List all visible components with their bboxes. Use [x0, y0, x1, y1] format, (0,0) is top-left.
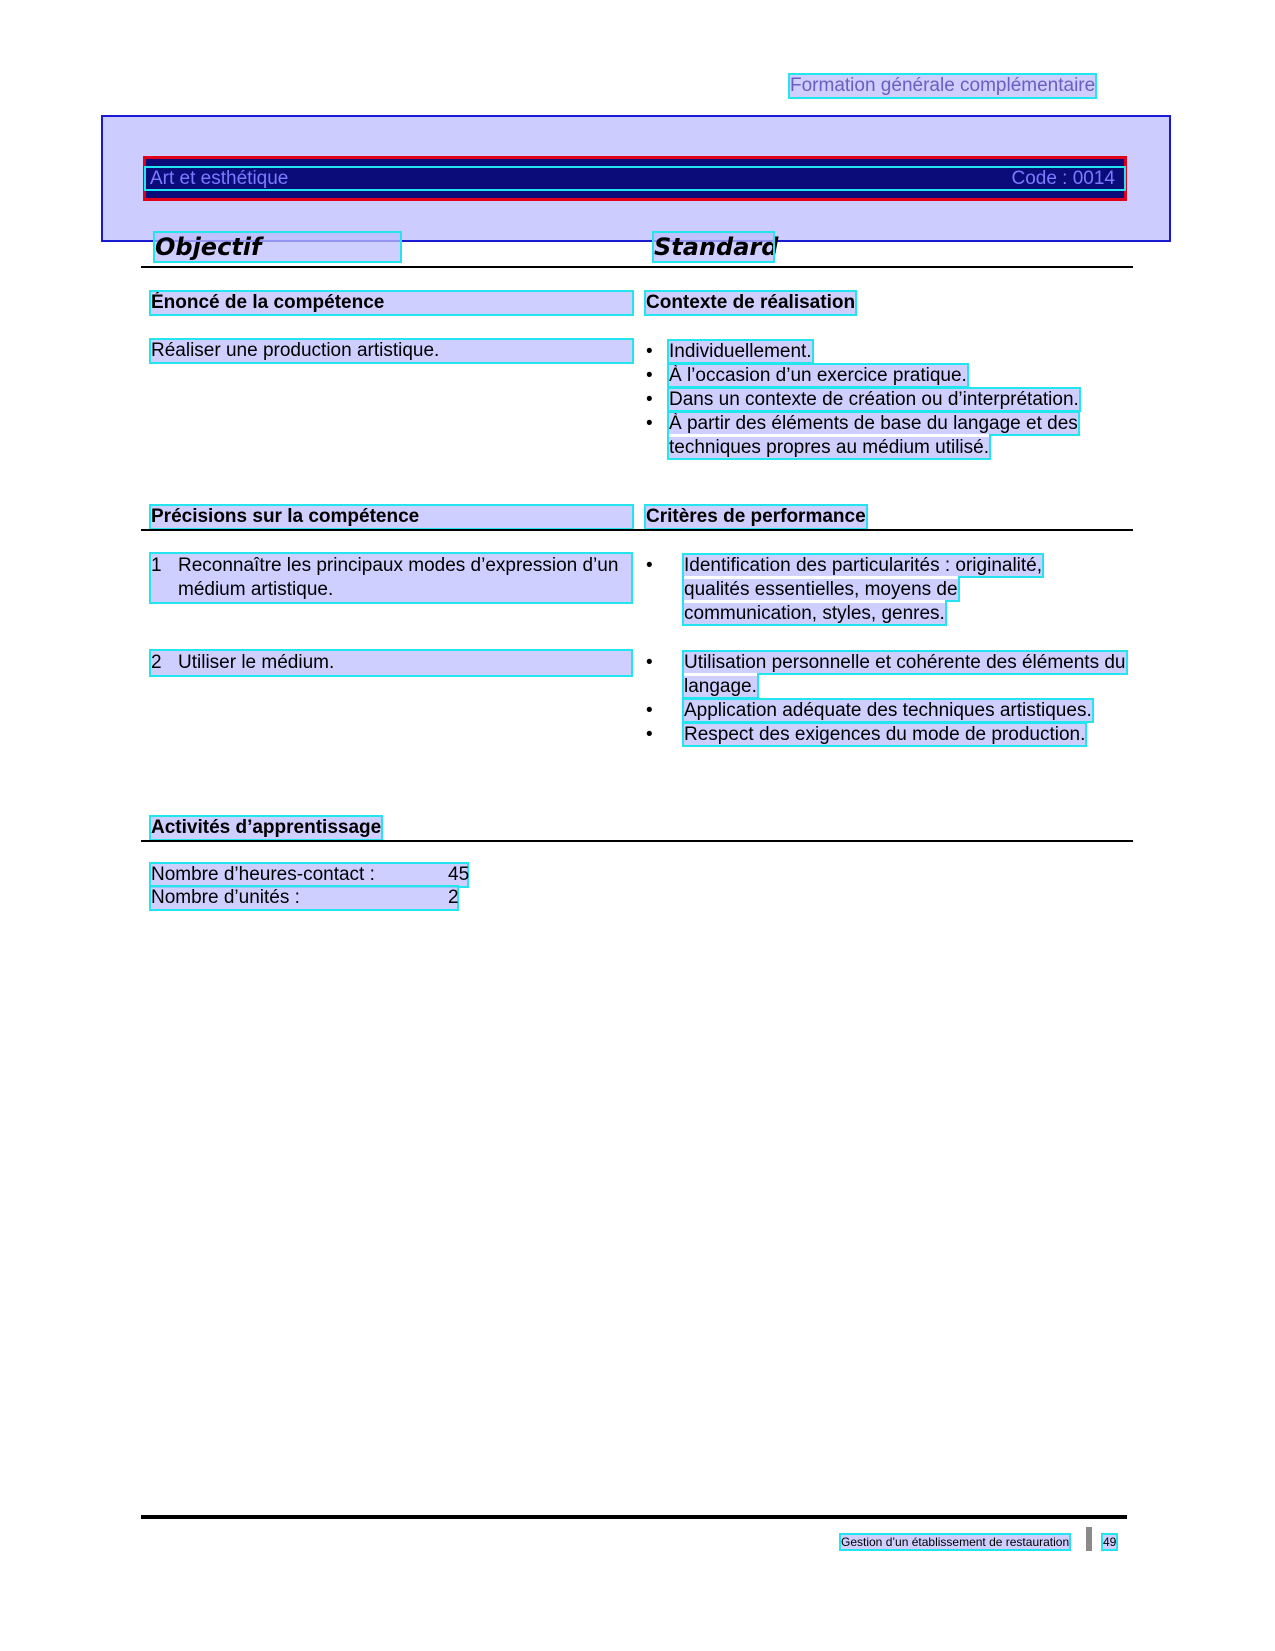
- units-row: [151, 887, 457, 909]
- objective-heading: Objectif: [155, 233, 400, 261]
- course-title: Art et esthétique: [150, 168, 289, 189]
- precision-item-1: 1 Reconnaître les principaux modes d’expression d’un médium artistique.: [151, 554, 631, 602]
- precisions-heading: Précisions sur la compétence: [151, 506, 632, 528]
- footer-separator: [1086, 1527, 1092, 1551]
- hours-value: 45: [448, 864, 470, 885]
- criteria-heading: Critères de performance: [646, 506, 866, 527]
- footer-rule: [141, 1515, 1127, 1519]
- list-item: • À l’occasion d’un exercice pratique.: [646, 364, 1118, 388]
- competence-heading: Énoncé de la compétence: [151, 292, 632, 314]
- list-item: • Identification des particularités : originalité, qualités essentielles, moyens de communication, styles, genres.: [646, 554, 1086, 626]
- course-code: Code : 0014: [1011, 168, 1115, 189]
- list-item: • Utilisation personnelle et cohérente des éléments du langage.: [646, 651, 1136, 699]
- rule-activities: [141, 840, 1133, 842]
- program-header: Formation générale complémentaire: [790, 75, 1096, 96]
- hours-label: Nombre d’heures-contact :: [151, 864, 375, 885]
- context-heading: Contexte de réalisation: [646, 292, 856, 313]
- competence-statement: Réaliser une production artistique.: [151, 340, 632, 362]
- criteria-list-1: [646, 554, 1086, 626]
- list-item: • Dans un contexte de création ou d’interprétation.: [646, 388, 1118, 412]
- footer-title: Gestion d’un établissement de restauration: [841, 1535, 1070, 1549]
- units-value: 2: [448, 887, 459, 908]
- standard-heading: Standard: [654, 233, 779, 261]
- context-list: [646, 340, 1118, 460]
- units-label: Nombre d’unités :: [151, 887, 300, 908]
- rule-objective: [141, 266, 1133, 268]
- list-item: • Individuellement.: [646, 340, 1118, 364]
- list-item: • À partir des éléments de base du langage et des techniques propres au médium utilisé.: [646, 412, 1118, 460]
- list-item: • Application adéquate des techniques artistiques.: [646, 699, 1136, 723]
- precision-item-2: 2 Utiliser le médium.: [151, 651, 631, 675]
- criteria-list-2: [646, 651, 1136, 747]
- activities-heading: Activités d’apprentissage: [151, 817, 382, 838]
- list-item: • Respect des exigences du mode de production.: [646, 723, 1136, 747]
- page-number: 49: [1103, 1535, 1117, 1549]
- rule-precisions: [141, 529, 1133, 531]
- hours-row: [151, 864, 470, 886]
- title-bar-inner: [146, 168, 1124, 189]
